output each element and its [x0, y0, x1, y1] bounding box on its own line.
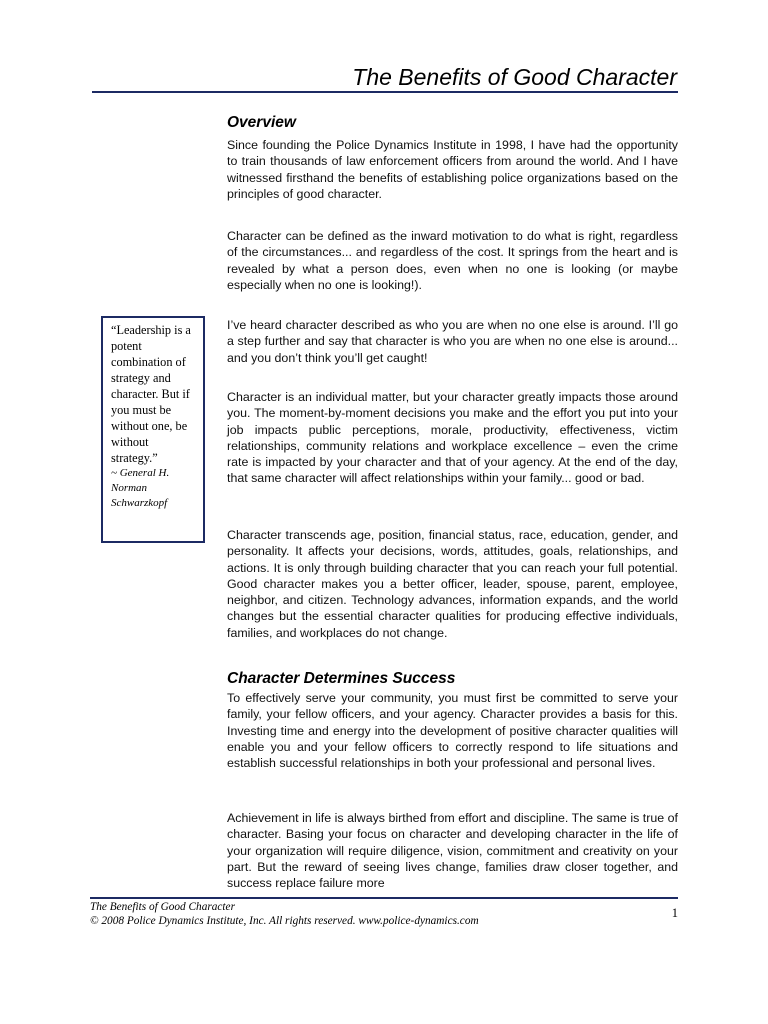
quote-sidebar: [101, 316, 205, 543]
footer: [90, 900, 678, 928]
footer-copyright: © 2008 Police Dynamics Institute, Inc. All rights reserved. www.police-dynamics.com: [90, 915, 479, 927]
paragraph-4: Character is an individual matter, but your character greatly impacts those around you. The moment-by-moment decisions you make and the effort you put into your job impacts public perceptions, morale, productivity, effectiveness, victim relationships, community relations and workplace excellence – even the crime rate is impacted by your character and that of your agency. At the end of the day, that same character will affect relationships within your family... good or bad.: [227, 390, 678, 486]
paragraph-7: Achievement in life is always birthed from effort and discipline. The same is true of character. Basing your focus on character and developing character in the life of your organization will require diligence, vision, commitment and creativity on your part. But the reward of seeing lives change, families draw closer together, and success replace failure more: [227, 811, 678, 891]
page-number: 1: [671, 906, 678, 920]
quote-text: “Leadership is a potent combination of strategy and character. But if you must be without one, be without strategy.”: [111, 323, 191, 465]
footer-divider: [90, 897, 678, 899]
overview-heading: Overview: [227, 114, 296, 131]
title-divider: [92, 91, 678, 93]
footer-title: The Benefits of Good Character: [90, 901, 235, 913]
success-heading: Character Determines Success: [227, 670, 456, 687]
paragraph-2: Character can be defined as the inward motivation to do what is right, regardless of the circumstances... and regardless of the cost. It springs from the heart and is revealed by what a person does, even when no one is looking (or maybe especially when no one is looking!).: [227, 229, 678, 292]
paragraph-3: I’ve heard character described as who you are when no one else is around. I’ll go a step further and say that character is who you are when no one else is around... and you don’t think you’ll get caught!: [227, 318, 678, 365]
paragraph-6: To effectively serve your community, you must first be committed to serve your family, your fellow officers, and your agency. Character provides a basis for this. Investing time and energy into the development of positive character qualities will enable you and your fellow officers to correctly respond to life situations and establish successful relationships in both your professional and personal lives.: [227, 691, 678, 771]
quote-attribution: ~ General H. Norman Schwarzkopf: [111, 467, 170, 509]
paragraph-5: Character transcends age, position, financial status, race, education, gender, and personality. It affects your decisions, words, attitudes, goals, relationships, and actions. It is only through building character that you can reach your full potential. Good character makes you a better officer, leader, spouse, parent, employee, neighbor, and citizen. Technology advances, information expands, and the world changes but the essential character qualities for producing effective individuals, families, and workplaces do not change.: [227, 528, 678, 640]
paragraph-1: Since founding the Police Dynamics Institute in 1998, I have had the opportunity to train thousands of law enforcement officers from around the world. And I have witnessed firsthand the benefits of establishing police organizations based on the principles of good character.: [227, 138, 678, 201]
page-title: The Benefits of Good Character: [352, 64, 677, 90]
